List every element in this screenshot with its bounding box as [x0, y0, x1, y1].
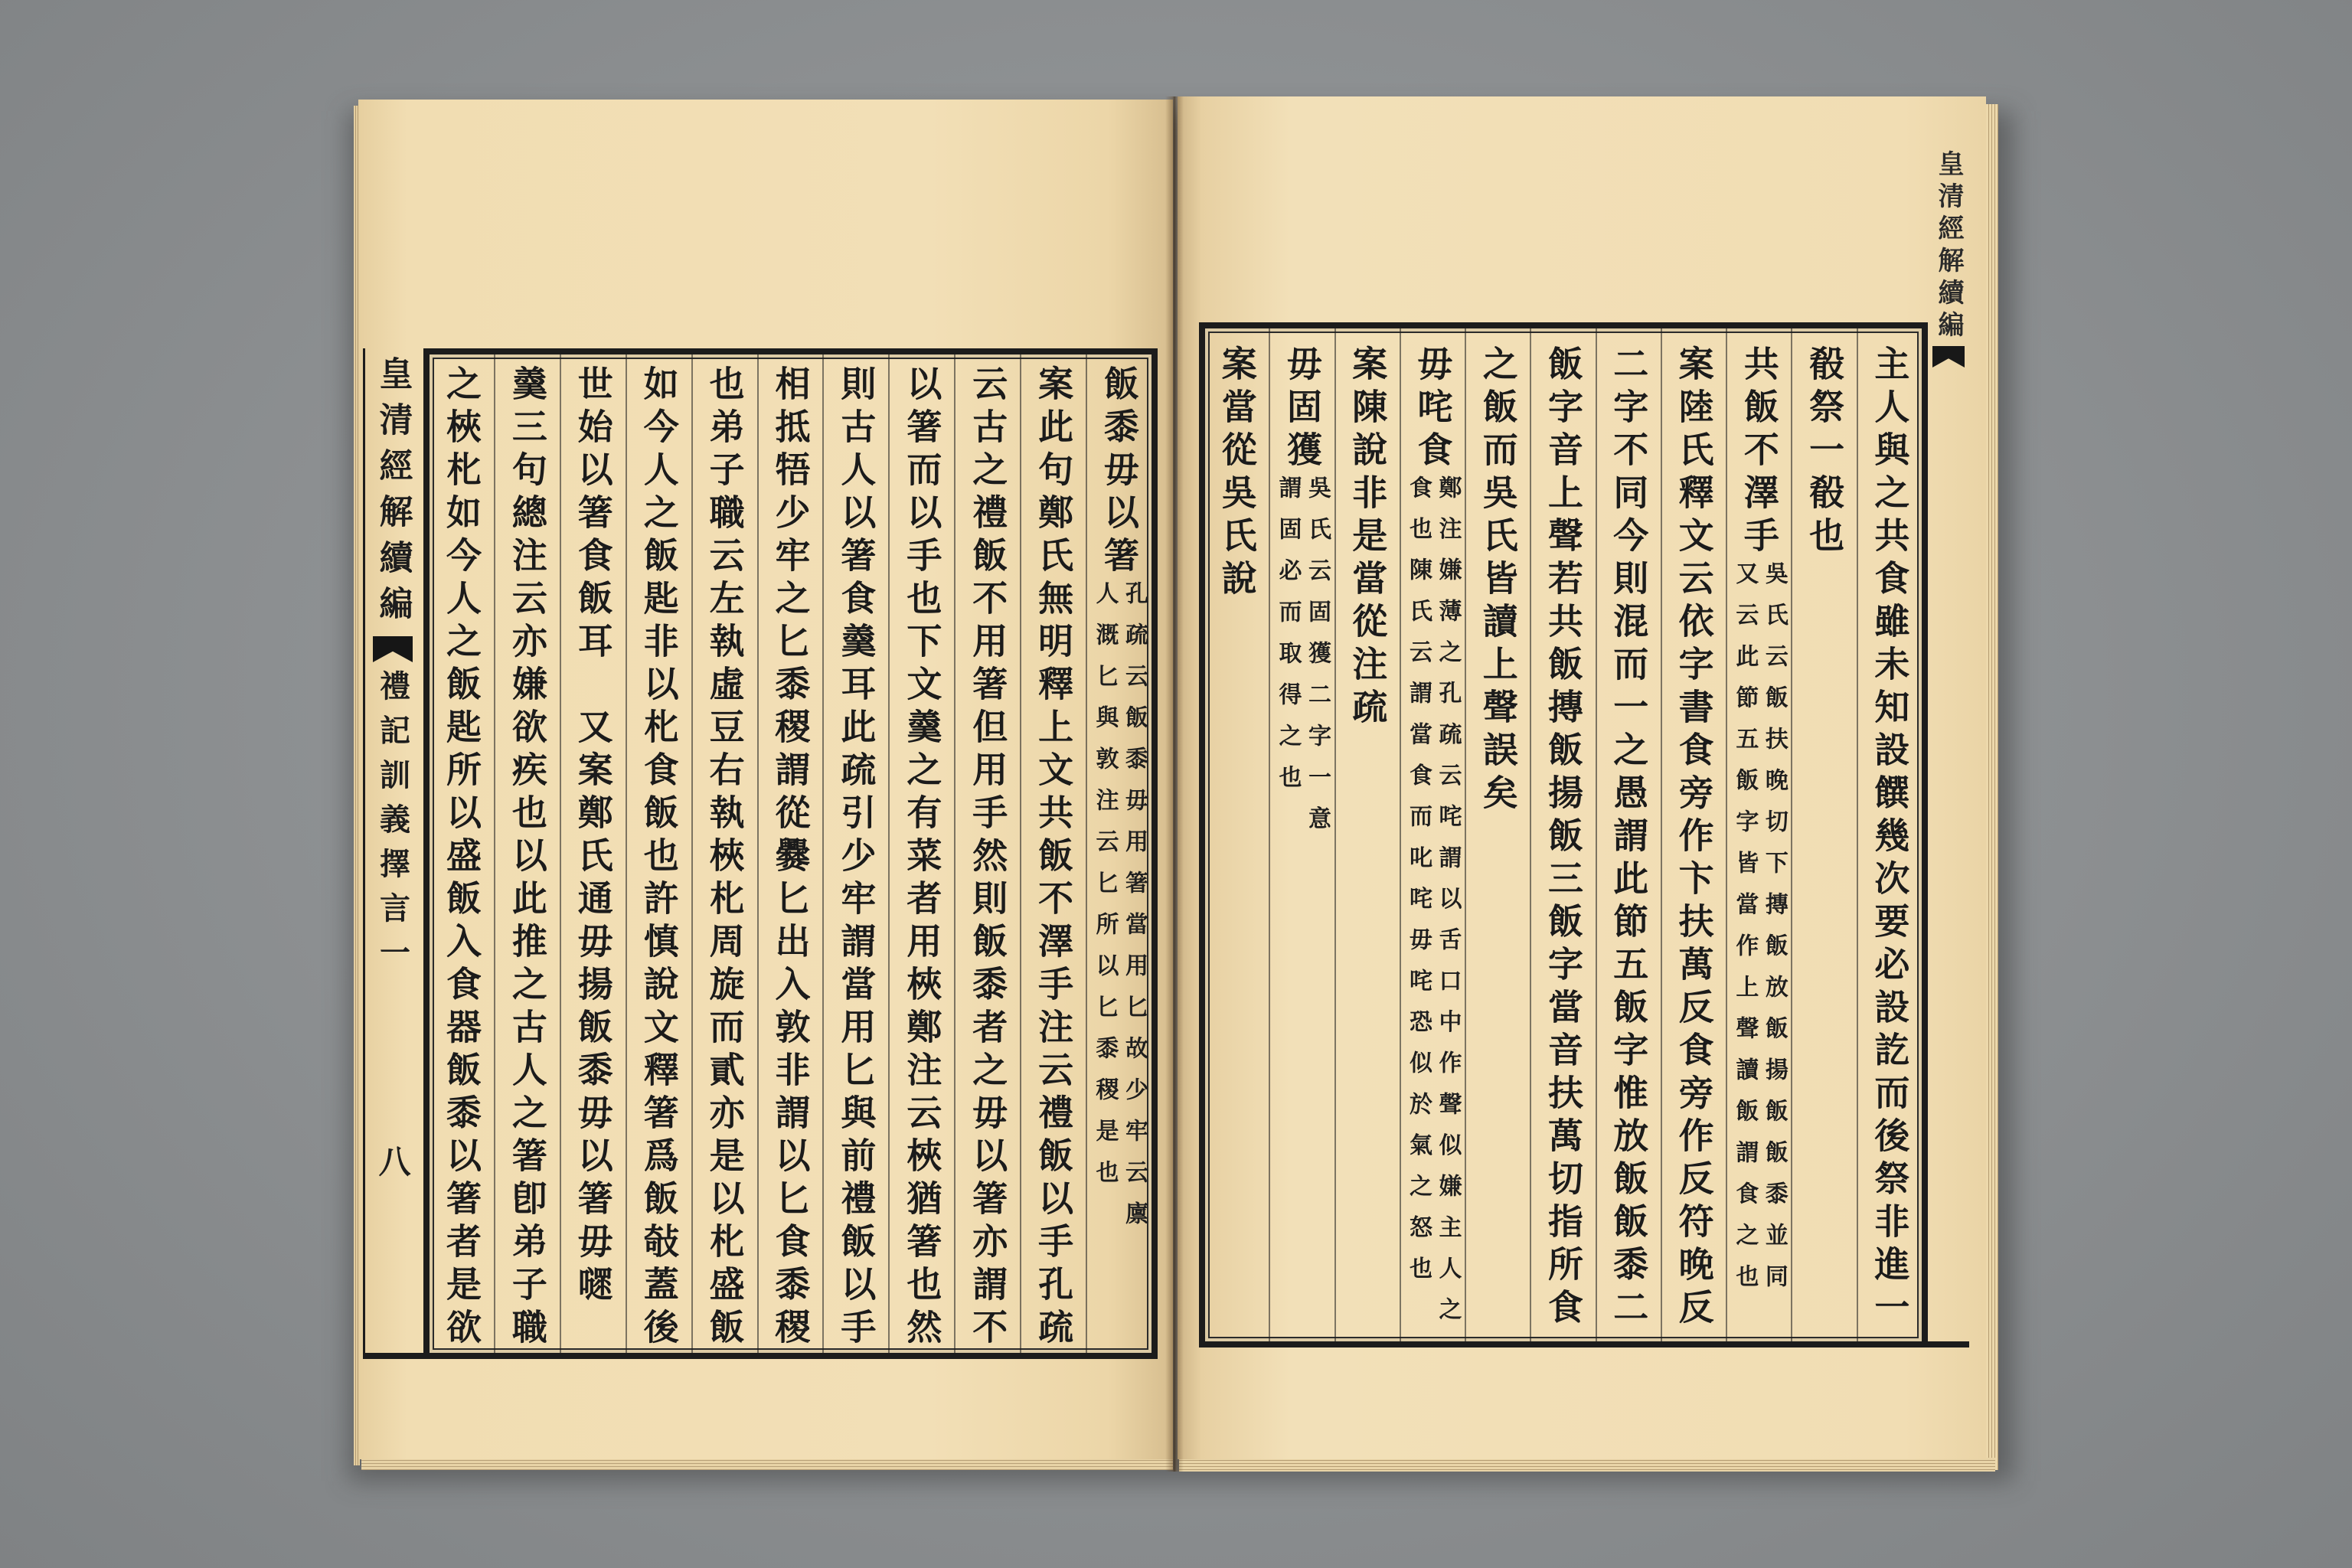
text-column	[1791, 328, 1856, 1341]
book-title: 禮記訓義擇言一	[374, 670, 411, 981]
left-bottom-rule-extension	[363, 1353, 424, 1359]
column-main-text: 云古之禮飯不用箸但用手然則飯黍者之毋以箸亦謂不	[967, 365, 1009, 1351]
right-page-text-block	[1205, 328, 1922, 1341]
column-main-text: 則古人以箸食羹耳此疏引少牢謂當用匕與前禮飯以手	[835, 365, 877, 1351]
text-column	[1596, 328, 1661, 1341]
right-page-bottom-edges	[1179, 1458, 1995, 1472]
text-column	[1400, 328, 1465, 1341]
column-main-text: 世始以箸食飯耳 又案鄭氏通毋揚飯黍毋以箸毋嚃	[572, 365, 614, 1308]
left-page-spine-column	[363, 354, 422, 1350]
column-main-text: 以箸而以手也下文羹之有菜者用梜鄭注云梜猶箸也然	[901, 365, 943, 1351]
column-main-text: 如今人之飯匙非以朼食飯也許慎說文釋箸爲飯敧蓋後	[638, 365, 680, 1351]
annotation-right-line: 孔疏云飯黍毋用箸當用匕故少牢云廪	[1121, 581, 1148, 1243]
double-line-annotation	[1276, 475, 1329, 848]
column-main-text: 毋固獲	[1281, 345, 1323, 474]
column-main-text: 毋咤食	[1412, 345, 1454, 474]
annotation-left-line: 謂固必而取得之也	[1274, 475, 1302, 806]
text-column	[1334, 328, 1400, 1341]
text-column	[1857, 328, 1922, 1341]
text-column	[1205, 328, 1269, 1341]
annotation-left-line: 人溉匕與敦注云匕所以匕黍稷是也	[1091, 581, 1119, 1201]
column-main-text: 殽祭一殽也	[1804, 345, 1846, 560]
folio-number: 八	[374, 1145, 412, 1177]
text-column	[1726, 328, 1791, 1341]
text-column	[1269, 328, 1334, 1341]
series-title: 皇清經解續編	[1933, 150, 1964, 343]
right-page-edge-stack	[1986, 104, 1998, 1470]
text-column	[1020, 354, 1086, 1353]
fishtail-mark	[373, 636, 413, 662]
column-main-text: 案當從吳氏說	[1216, 345, 1258, 603]
column-main-text: 案陳說非是當從注疏	[1347, 345, 1389, 731]
text-column	[430, 354, 494, 1353]
text-column	[757, 354, 823, 1353]
text-column	[1086, 354, 1152, 1353]
column-main-text: 共飯不澤手	[1738, 345, 1780, 560]
double-line-annotation	[1406, 475, 1460, 1338]
column-main-text: 二字不同今則混而一之愚謂此節五飯字惟放飯飯黍二	[1608, 345, 1650, 1331]
fishtail-mark	[1932, 346, 1965, 368]
double-line-annotation	[1093, 581, 1146, 1243]
text-column	[494, 354, 560, 1353]
left-page-bottom-edges	[361, 1458, 1173, 1470]
column-main-text: 案此句鄭氏無明釋上文共飯不澤手注云禮飯以手孔疏	[1033, 365, 1075, 1351]
left-page-text-block	[430, 354, 1152, 1353]
annotation-left-line: 又云此節五飯字皆當作上聲讀飯謂食之也	[1731, 561, 1759, 1305]
text-column	[626, 354, 691, 1353]
text-column	[1530, 328, 1595, 1341]
right-bottom-rule-extension	[1926, 1341, 1969, 1348]
column-main-text: 主人與之共食雖未知設饌幾次要必設訖而後祭非進一	[1869, 345, 1911, 1331]
text-column	[822, 354, 888, 1353]
text-column	[1661, 328, 1726, 1341]
series-title: 皇清經解續編	[373, 356, 413, 632]
double-line-annotation	[1733, 561, 1786, 1305]
column-main-text: 飯字音上聲若共飯摶飯揚飯三飯字當音扶萬切指所食	[1543, 345, 1585, 1331]
column-main-text: 飯黍毋以箸	[1099, 365, 1141, 580]
column-main-text: 相抵牾少牢之匕黍稷謂從爨匕出入敦非謂以匕食黍稷	[769, 365, 812, 1351]
right-page-spine-column	[1928, 145, 1969, 452]
text-column	[954, 354, 1020, 1353]
column-main-text: 也弟子職云左執虛豆右執梜朼周旋而貳亦是以朼盛飯	[704, 365, 746, 1351]
annotation-right-line: 吳氏云飯扶晚切下摶飯放飯揚飯飯黍並同	[1760, 561, 1788, 1305]
annotation-right-line: 吳氏云固獲二字一意	[1303, 475, 1331, 848]
column-main-text: 之梜朼如今人之飯匙所以盛飯入食器飯黍以箸者是欲	[440, 365, 482, 1351]
text-column	[691, 354, 757, 1353]
column-main-text: 案陸氏釋文云依字書食旁作卞扶萬反食旁作反符晚反	[1673, 345, 1715, 1331]
column-main-text: 羹三句總注云亦嫌欲疾也以此推之古人之箸卽弟子職	[506, 365, 548, 1351]
text-column	[888, 354, 954, 1353]
annotation-left-line: 食也陳氏云謂當食而叱咤毋咤恐似於氣之怒也	[1405, 475, 1432, 1298]
text-column	[1465, 328, 1530, 1341]
book-spine-gutter	[1165, 96, 1184, 1472]
text-column	[560, 354, 626, 1353]
annotation-right-line: 鄭注嫌薄之孔疏云咤謂以舌口中作聲似嫌主人之	[1434, 475, 1462, 1338]
column-main-text: 之飯而吳氏皆讀上聲誤矣	[1477, 345, 1519, 817]
